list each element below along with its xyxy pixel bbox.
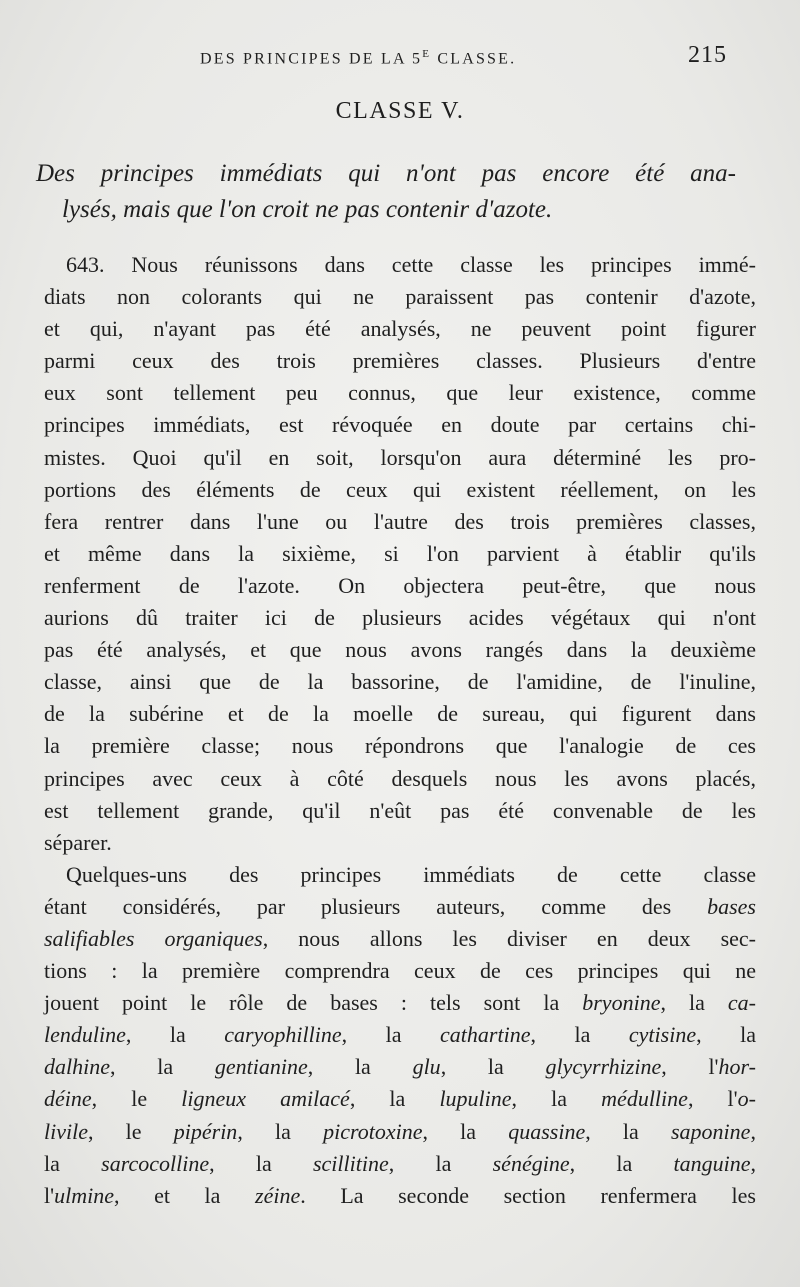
- running-head: [0, 42, 800, 76]
- text-line: l'ulmine, et la zéine. La seconde section renfermera les: [44, 1182, 756, 1208]
- term: lenduline: [44, 1022, 126, 1048]
- text-line: déine, le ligneux amilacé, la lupuline, la médulline, l'o-: [44, 1086, 756, 1112]
- section-subtitle: Des principes immédiats qui n'ont pas encore été ana- lysés, mais que l'on croit ne pas contenir d'azote.: [36, 160, 736, 223]
- term: ulmine: [54, 1182, 114, 1208]
- text-line: fera rentrer dans l'une ou l'autre des trois premières classes,: [44, 508, 756, 534]
- term: médulline: [601, 1086, 688, 1112]
- text-line: classe, ainsi que de la bassorine, de l'amidine, de l'inuline,: [44, 669, 756, 695]
- text-line: salifiables organiques, nous allons les diviser en deux sec-: [44, 925, 757, 951]
- term: picrotoxine: [323, 1118, 423, 1144]
- term: bryonine: [582, 990, 661, 1016]
- term: dalhine: [44, 1054, 110, 1080]
- term: sarcocolline: [101, 1150, 210, 1176]
- running-title: DES PRINCIPES DE LA $5^E$ CLASSE.: [200, 48, 517, 68]
- text-line: la première classe; nous répondrons que l'analogie de ces: [44, 733, 756, 759]
- term: zéine: [255, 1182, 301, 1208]
- term: o-: [737, 1086, 756, 1112]
- term: ca-: [727, 990, 756, 1016]
- text-line: mistes. Quoi qu'il en soit, lorsqu'on aura déterminé les pro-: [44, 444, 756, 470]
- text-line: portions des éléments de ceux qui existent réellement, on les: [44, 476, 756, 502]
- text-line: la sarcocolline, la scillitine, la sénégine, la tanguine,: [44, 1150, 756, 1176]
- text-line: pas été analysés, et que nous avons rangés dans la deuxième: [44, 637, 756, 663]
- term: quassine: [508, 1118, 586, 1144]
- text-line: est tellement grande, qu'il n'eût pas été convenable de les: [44, 797, 756, 823]
- term: pipérin: [173, 1118, 238, 1144]
- text-line: livile, le pipérin, la picrotoxine, la quassine, la saponine,: [44, 1118, 756, 1144]
- term: salifiables organiques: [44, 925, 263, 951]
- section-heading: CLASSE V.: [335, 98, 465, 124]
- term: tanguine: [673, 1150, 751, 1176]
- term: glycyrrhizine: [545, 1054, 662, 1080]
- term: ligneux amilacé: [181, 1086, 350, 1112]
- text-line: eux sont tellement peu connus, que leur existence, comme: [44, 380, 756, 406]
- text-line: jouent point le rôle de bases : tels sont la bryonine, la ca-: [44, 990, 756, 1016]
- term: cytisine: [628, 1022, 697, 1048]
- term: bases: [707, 893, 756, 919]
- text-line: dalhine, la gentianine, la glu, la glycyrrhizine, l'hor-: [44, 1054, 756, 1080]
- paragraph-1: [44, 249, 756, 859]
- text-line: étant considérés, par plusieurs auteurs, comme des bases: [44, 893, 756, 919]
- term: saponine: [671, 1118, 751, 1144]
- text-line: aurions dû traiter ici de plusieurs acides végétaux qui n'ont: [44, 605, 756, 631]
- term: sénégine: [492, 1150, 570, 1176]
- paragraph-2: [44, 859, 756, 1212]
- text-line: 643. Nous réunissons dans cette classe les principes immé-: [66, 252, 756, 277]
- term: déine: [44, 1086, 92, 1112]
- text-line: principes immédiats, est révoquée en doute par certains chi-: [44, 412, 756, 438]
- text-line: diats non colorants qui ne paraissent pas contenir d'azote,: [44, 284, 756, 310]
- text-line: et même dans la sixième, si l'on parvient à établir qu'ils: [44, 540, 756, 566]
- term: hor-: [718, 1054, 756, 1080]
- term: gentianine: [214, 1054, 308, 1080]
- page-number: 215: [688, 42, 727, 68]
- text-line: Quelques-uns des principes immédiats de cette classe: [66, 861, 756, 887]
- text-line: et qui, n'ayant pas été analysés, ne peuvent point figurer: [44, 316, 756, 342]
- body-text: [44, 249, 756, 1212]
- term: scillitine: [312, 1150, 389, 1176]
- text-line: parmi ceux des trois premières classes. Plusieurs d'entre: [44, 348, 756, 374]
- text-line: tions : la première comprendra ceux de ces principes qui ne: [44, 958, 756, 984]
- text-line: lenduline, la caryophilline, la cathartine, la cytisine, la: [44, 1022, 756, 1048]
- term: glu: [412, 1054, 441, 1080]
- term: cathartine: [440, 1022, 531, 1048]
- text-line: séparer.: [44, 829, 112, 855]
- text-line: de la subérine et de la moelle de sureau, qui figurent dans: [44, 701, 756, 727]
- term: lupuline: [439, 1086, 512, 1112]
- text-line: principes avec ceux à côté desquels nous les avons placés,: [44, 765, 756, 791]
- term: livile: [44, 1118, 88, 1144]
- text-line: renferment de l'azote. On objectera peut-être, que nous: [44, 572, 756, 598]
- term: caryophilline: [224, 1022, 342, 1048]
